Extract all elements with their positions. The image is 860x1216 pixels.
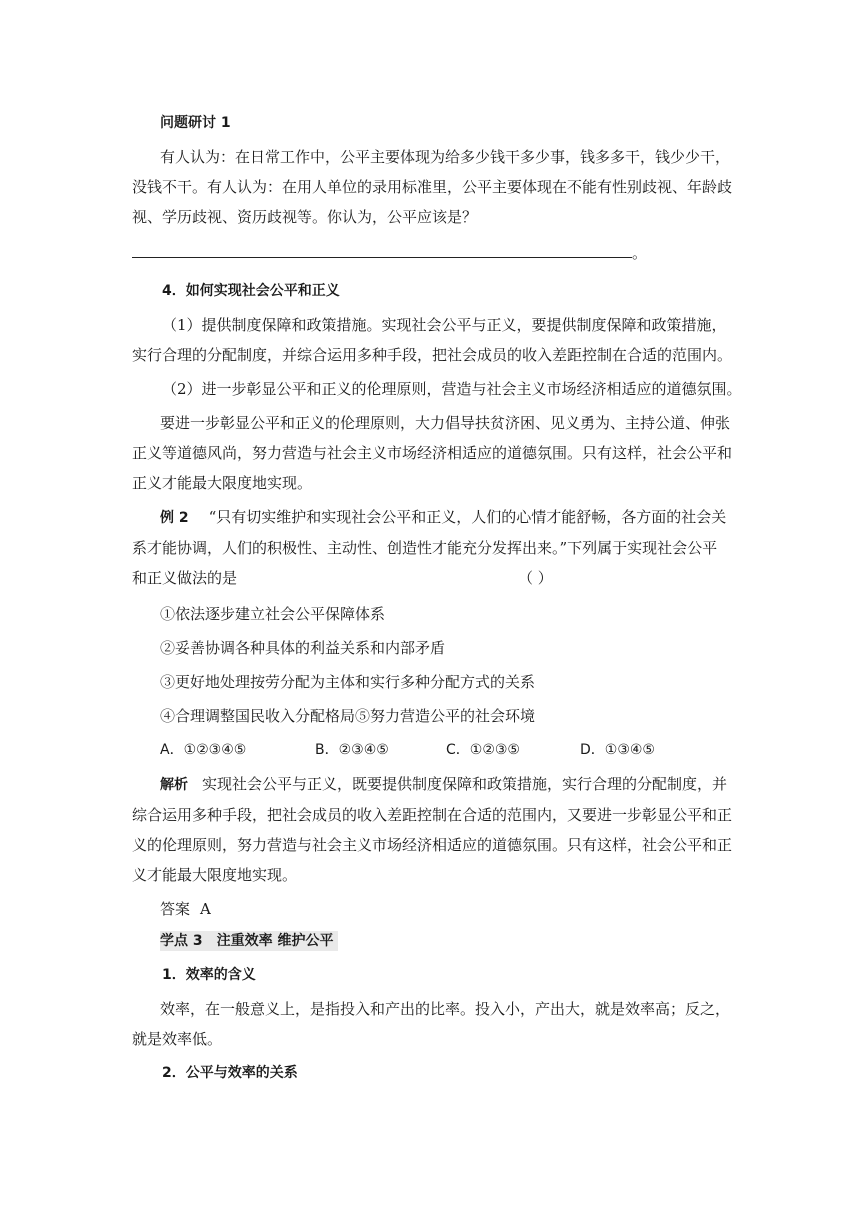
- analysis-label: 解析: [160, 777, 188, 793]
- measure-1-line-2: 实行合理的分配制度，并综合运用多种手段，把社会成员的收入差距控制在合适的范围内。: [132, 346, 733, 364]
- choice-c: C．①②③⑤: [446, 742, 520, 758]
- choice-b: B．②③④⑤: [315, 742, 389, 758]
- analysis-line-1: 实现社会公平与正义，既要提供制度保障和政策措施，实行合理的分配制度，并: [202, 775, 728, 793]
- analysis-line-2: 综合运用多种手段，把社会成员的收入差距控制在合适的范围内，又要进一步彰显公平和正: [132, 806, 733, 824]
- choice-a: A．①②③④⑤: [160, 742, 247, 758]
- option-item-4: ④合理调整国民收入分配格局⑤努力营造公平的社会环境: [160, 707, 536, 725]
- measure-detail-line-3: 正义才能最大限度地实现。: [132, 474, 313, 492]
- example-first-line: [160, 502, 732, 533]
- example-line-2: 系才能协调，人们的积极性、主动性、创造性才能充分发挥出来。”下列属于实现社会公平: [132, 539, 718, 557]
- efficiency-line-2: 就是效率低。: [132, 1030, 223, 1048]
- section-4-heading: 4．如何实现社会公平和正义: [162, 283, 340, 299]
- measure-1-line-1: （1）提供制度保障和政策措施。实现社会公平与正义，要提供制度保障和政策措施，: [162, 316, 727, 334]
- option-item-2: ②妥善协调各种具体的利益关系和内部矛盾: [160, 639, 446, 657]
- option-item-3: ③更好地处理按劳分配为主体和实行多种分配方式的关系: [160, 673, 536, 691]
- answer-blank-line: [132, 238, 732, 268]
- answer-parentheses: （ ）: [518, 569, 553, 587]
- example-line-3: 和正义做法的是: [132, 569, 238, 587]
- discussion-line-2: 没钱不干。有人认为：在用人单位的录用标准里，公平主要体现在不能有性别歧视、年龄歧: [132, 178, 733, 196]
- fairness-efficiency-heading: 2．公平与效率的关系: [162, 1065, 298, 1081]
- section-3-heading-text: 学点 3 注重效率 维护公平: [160, 931, 338, 951]
- efficiency-line-1: 效率，在一般意义上，是指投入和产出的比率。投入小，产出大，就是效率高；反之，: [160, 1000, 731, 1018]
- measure-detail-line-1: 要进一步彰显公平和正义的伦理原则，大力倡导扶贫济困、见义勇为、主持公道、伸张: [160, 414, 731, 432]
- blank-underline: [132, 239, 632, 258]
- section-3-heading: [160, 926, 732, 956]
- choice-d: D．①③④⑤: [580, 742, 655, 758]
- discussion-line-3: 视、学历歧视、资历歧视等。你认为，公平应该是？: [132, 208, 478, 226]
- analysis-line-3: 义的伦理原则，努力营造与社会主义市场经济相适应的道德氛围。只有这样，社会公平和正: [132, 836, 733, 854]
- example-line-3-row: [132, 563, 732, 593]
- answer-value: A: [200, 900, 211, 918]
- document-content: [132, 108, 742, 1088]
- measure-2-line: （2）进一步彰显公平和正义的伦理原则，营造与社会主义市场经济相适应的道德氛围。: [162, 380, 742, 398]
- example-line-1: “只有切实维护和实现社会公平和正义，人们的心情才能舒畅，各方面的社会关: [208, 508, 727, 526]
- example-label: 例 2: [160, 510, 189, 526]
- blank-end-mark: 。: [632, 244, 648, 262]
- analysis-first-line: [160, 769, 732, 800]
- discussion-heading: 问题研讨 1: [160, 115, 231, 131]
- analysis-line-4: 义才能最大限度地实现。: [132, 866, 298, 884]
- option-item-1: ①依法逐步建立社会公平保障体系: [160, 605, 386, 623]
- measure-detail-line-2: 正义等道德风尚，努力营造与社会主义市场经济相适应的道德氛围。只有这样，社会公平和: [132, 444, 733, 462]
- answer-line: [160, 894, 732, 924]
- efficiency-meaning-heading: 1．效率的含义: [162, 967, 256, 983]
- discussion-line-1: 有人认为：在日常工作中，公平主要体现为给多少钱干多少事，钱多多干，钱少少干，: [160, 148, 731, 166]
- answer-choices: [160, 735, 732, 765]
- answer-label: 答案: [160, 900, 191, 918]
